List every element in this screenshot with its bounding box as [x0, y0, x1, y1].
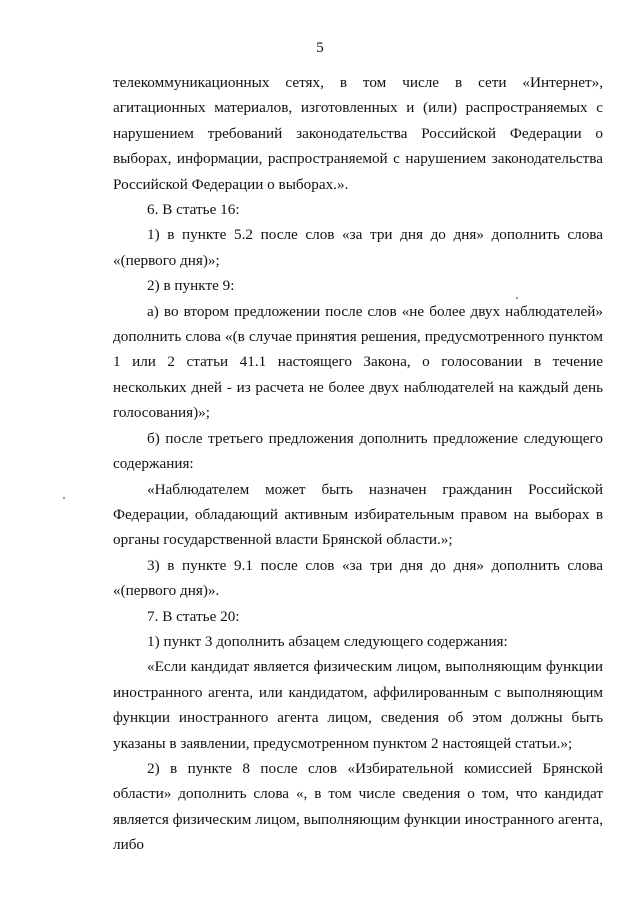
document-body	[113, 70, 603, 858]
paragraph: 6. В статье 16:	[147, 201, 240, 219]
paragraph: «Наблюдателем может быть назначен гражданин Российской Федерации, обладающий активным избирательным правом на выборах в органы государственной власти Брянской области.»;	[113, 480, 603, 549]
paragraph: 1) пункт 3 дополнить абзацем следующего содержания:	[147, 632, 508, 650]
paragraph: 3) в пункте 9.1 после слов «за три дня до дня» дополнить слова «(первого дня)».	[113, 556, 603, 600]
paragraph: 7. В статье 20:	[147, 607, 240, 625]
paragraph: б) после третьего предложения дополнить предложение следующего содержания:	[113, 429, 603, 473]
scan-speck	[516, 297, 518, 299]
paragraph: 2) в пункте 9:	[147, 277, 235, 295]
page-number: 5	[316, 40, 324, 56]
scan-speck	[63, 497, 65, 499]
paragraph: а) во втором предложении после слов «не более двух наблюдателей» дополнить слова «(в случае принятия решения, предусмотренного пунктом 1 или 2 статьи 41.1 настоящего Закона, о голосовании в течение нескольких дней - из расчета не более двух наблюдателей на каждый день голосования)»;	[113, 302, 603, 422]
paragraph: телекоммуникационных сетях, в том числе в сети «Интернет», агитационных материалов, изготовленных и (или) распространяемых с нарушением требований законодательства Российской Федерации о выборах, информации, распространяемой с нарушением законодательства Российской Федерации о выборах.».	[113, 74, 603, 193]
paragraph: 1) в пункте 5.2 после слов «за три дня до дня» дополнить слова «(первого дня)»;	[113, 226, 603, 269]
paragraph: «Если кандидат является физическим лицом, выполняющим функции иностранного агента, или кандидатом, аффилированным с выполняющим функции иностранного агента лицом, сведения об этом должны быть указаны в заявлении, предусмотренном пунктом 2 настоящей статьи.»;	[113, 658, 603, 752]
paragraph: 2) в пункте 8 после слов «Избирательной комиссией Брянской области» дополнить слова «, в том числе сведения о том, что кандидат является физическим лицом, выполняющим функции иностранного агента, либо	[113, 759, 603, 854]
